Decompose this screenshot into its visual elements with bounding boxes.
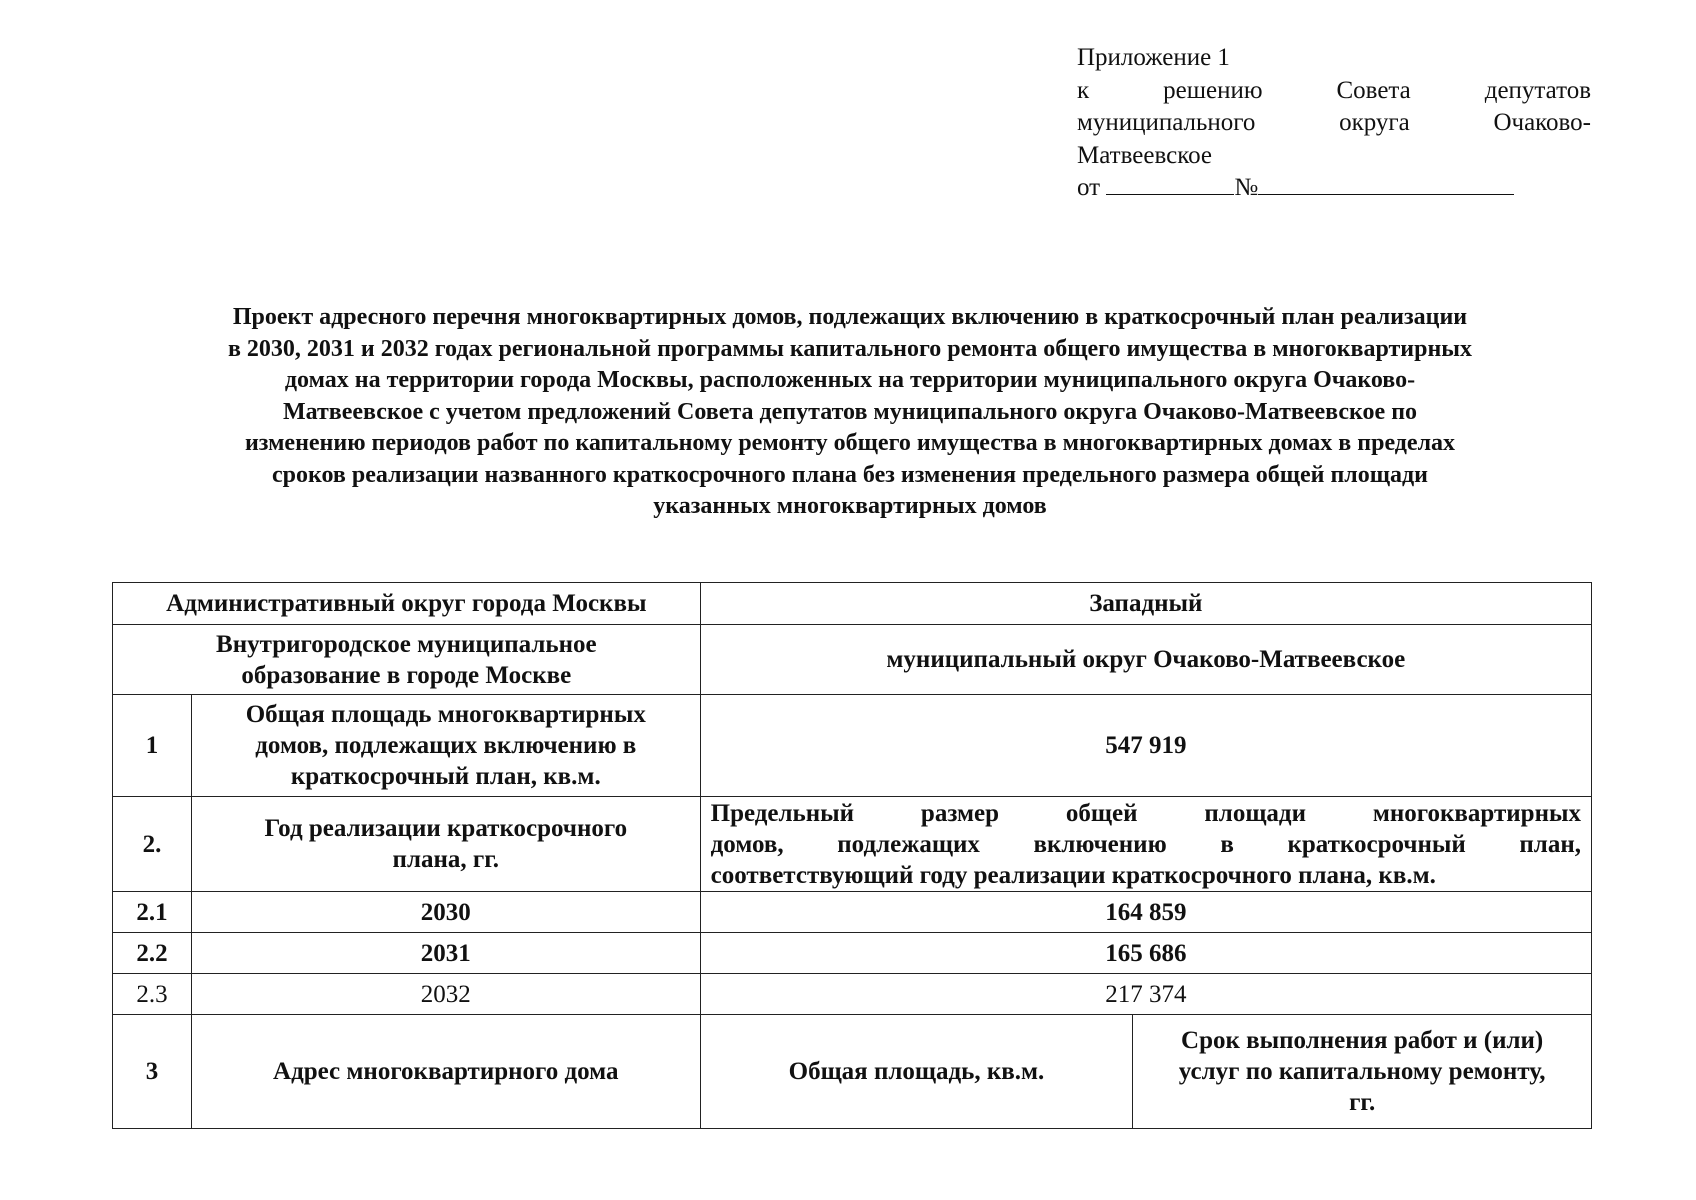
appendix-line-decision xyxy=(1077,75,1591,108)
row-number: 1 xyxy=(113,695,192,797)
appendix-word: округа xyxy=(1339,109,1410,136)
row-number: 2.1 xyxy=(113,892,192,933)
appendix-word: к xyxy=(1077,76,1090,104)
row-number: 2.3 xyxy=(113,974,192,1015)
header-line: Предельный размер общей площади многоквартирных xyxy=(710,799,1581,827)
label-line: краткосрочный план, кв.м. xyxy=(290,763,601,790)
area-column-header: Общая площадь, кв.м. xyxy=(700,1015,1133,1129)
term-line: услуг по капитальному ремонту, xyxy=(1178,1058,1546,1085)
title-line: Проект адресного перечня многоквартирных домов, подлежащих включению в краткосрочный план реализации xyxy=(232,304,1468,330)
term-line: гг. xyxy=(1349,1089,1376,1116)
municipal-label-line: образование в городе Москве xyxy=(241,661,572,689)
total-area-label xyxy=(191,695,700,797)
appendix-word: Очаково- xyxy=(1493,109,1591,136)
title-line: в 2030, 2031 и 2032 годах региональной программы капитального ремонта общего имущества в многоквартирных xyxy=(227,335,1473,362)
table-row-year-header xyxy=(113,797,1592,892)
term-column-header xyxy=(1133,1015,1592,1129)
appendix-line-okrug xyxy=(1077,107,1591,140)
date-prefix: от xyxy=(1077,174,1101,201)
term-line: Срок выполнения работ и (или) xyxy=(1181,1027,1544,1054)
header-line: соответствующий году реализации краткосрочного плана, кв.м. xyxy=(710,861,1436,889)
address-column-header: Адрес многоквартирного дома xyxy=(191,1015,700,1129)
total-area-value: 547 919 xyxy=(700,695,1591,797)
appendix-header xyxy=(1077,42,1591,205)
table-row-year xyxy=(113,892,1592,933)
year-area-value: 165 686 xyxy=(700,933,1591,974)
row-number: 3 xyxy=(113,1015,192,1129)
appendix-line-date xyxy=(1077,172,1591,205)
admin-okrug-value: Западный xyxy=(700,583,1591,625)
document-title xyxy=(110,302,1590,523)
municipal-label-line: Внутригородское муниципальное xyxy=(216,630,597,658)
label-line: Общая площадь многоквартирных xyxy=(245,701,646,728)
label-line: плана, гг. xyxy=(392,846,500,873)
table-row-municipal xyxy=(113,625,1592,695)
label-line: Год реализации краткосрочного xyxy=(264,815,628,842)
table-row-year xyxy=(113,933,1592,974)
date-blank-field xyxy=(1106,172,1234,195)
address-list-table xyxy=(112,582,1592,1129)
number-blank-field xyxy=(1258,172,1514,195)
appendix-word: депутатов xyxy=(1484,76,1591,104)
row-number: 2. xyxy=(113,797,192,892)
appendix-number: Приложение 1 xyxy=(1077,44,1230,71)
appendix-word: решению xyxy=(1163,76,1263,104)
title-line: указанных многоквартирных домов xyxy=(653,493,1047,519)
title-line: сроков реализации названного краткосрочного плана без изменения предельного размера общей площади xyxy=(271,461,1428,488)
table-row-year xyxy=(113,974,1592,1015)
year-header-label xyxy=(191,797,700,892)
table-row-admin-okrug xyxy=(113,583,1592,625)
appendix-word: Совета xyxy=(1336,76,1411,104)
title-line: домах на территории города Москвы, расположенных на территории муниципального округа Очаково- xyxy=(284,367,1416,393)
appendix-line-name: Матвеевское xyxy=(1077,141,1212,169)
year-area-value: 164 859 xyxy=(700,892,1591,933)
year-value: 2030 xyxy=(191,892,700,933)
municipal-label xyxy=(113,625,701,695)
table-row-address-header xyxy=(113,1015,1592,1129)
row-number: 2.2 xyxy=(113,933,192,974)
area-limit-header xyxy=(700,797,1591,892)
appendix-word: муниципального xyxy=(1077,109,1256,136)
municipal-value: муниципальный округ Очаково-Матвеевское xyxy=(700,625,1591,695)
title-line: изменению периодов работ по капитальному ремонту общего имущества в многоквартирных домах в пределах xyxy=(244,430,1456,456)
table-row-total-area xyxy=(113,695,1592,797)
admin-okrug-label: Административный округ города Москвы xyxy=(113,583,701,625)
year-value: 2032 xyxy=(191,974,700,1015)
number-sign: № xyxy=(1234,174,1259,201)
title-line: Матвеевское с учетом предложений Совета депутатов муниципального округа Очаково-Матвеевское по xyxy=(282,398,1418,425)
header-line: домов, подлежащих включению в краткосрочный план, xyxy=(710,830,1581,858)
year-value: 2031 xyxy=(191,933,700,974)
year-area-value: 217 374 xyxy=(700,974,1591,1015)
label-line: домов, подлежащих включению в xyxy=(255,732,637,759)
